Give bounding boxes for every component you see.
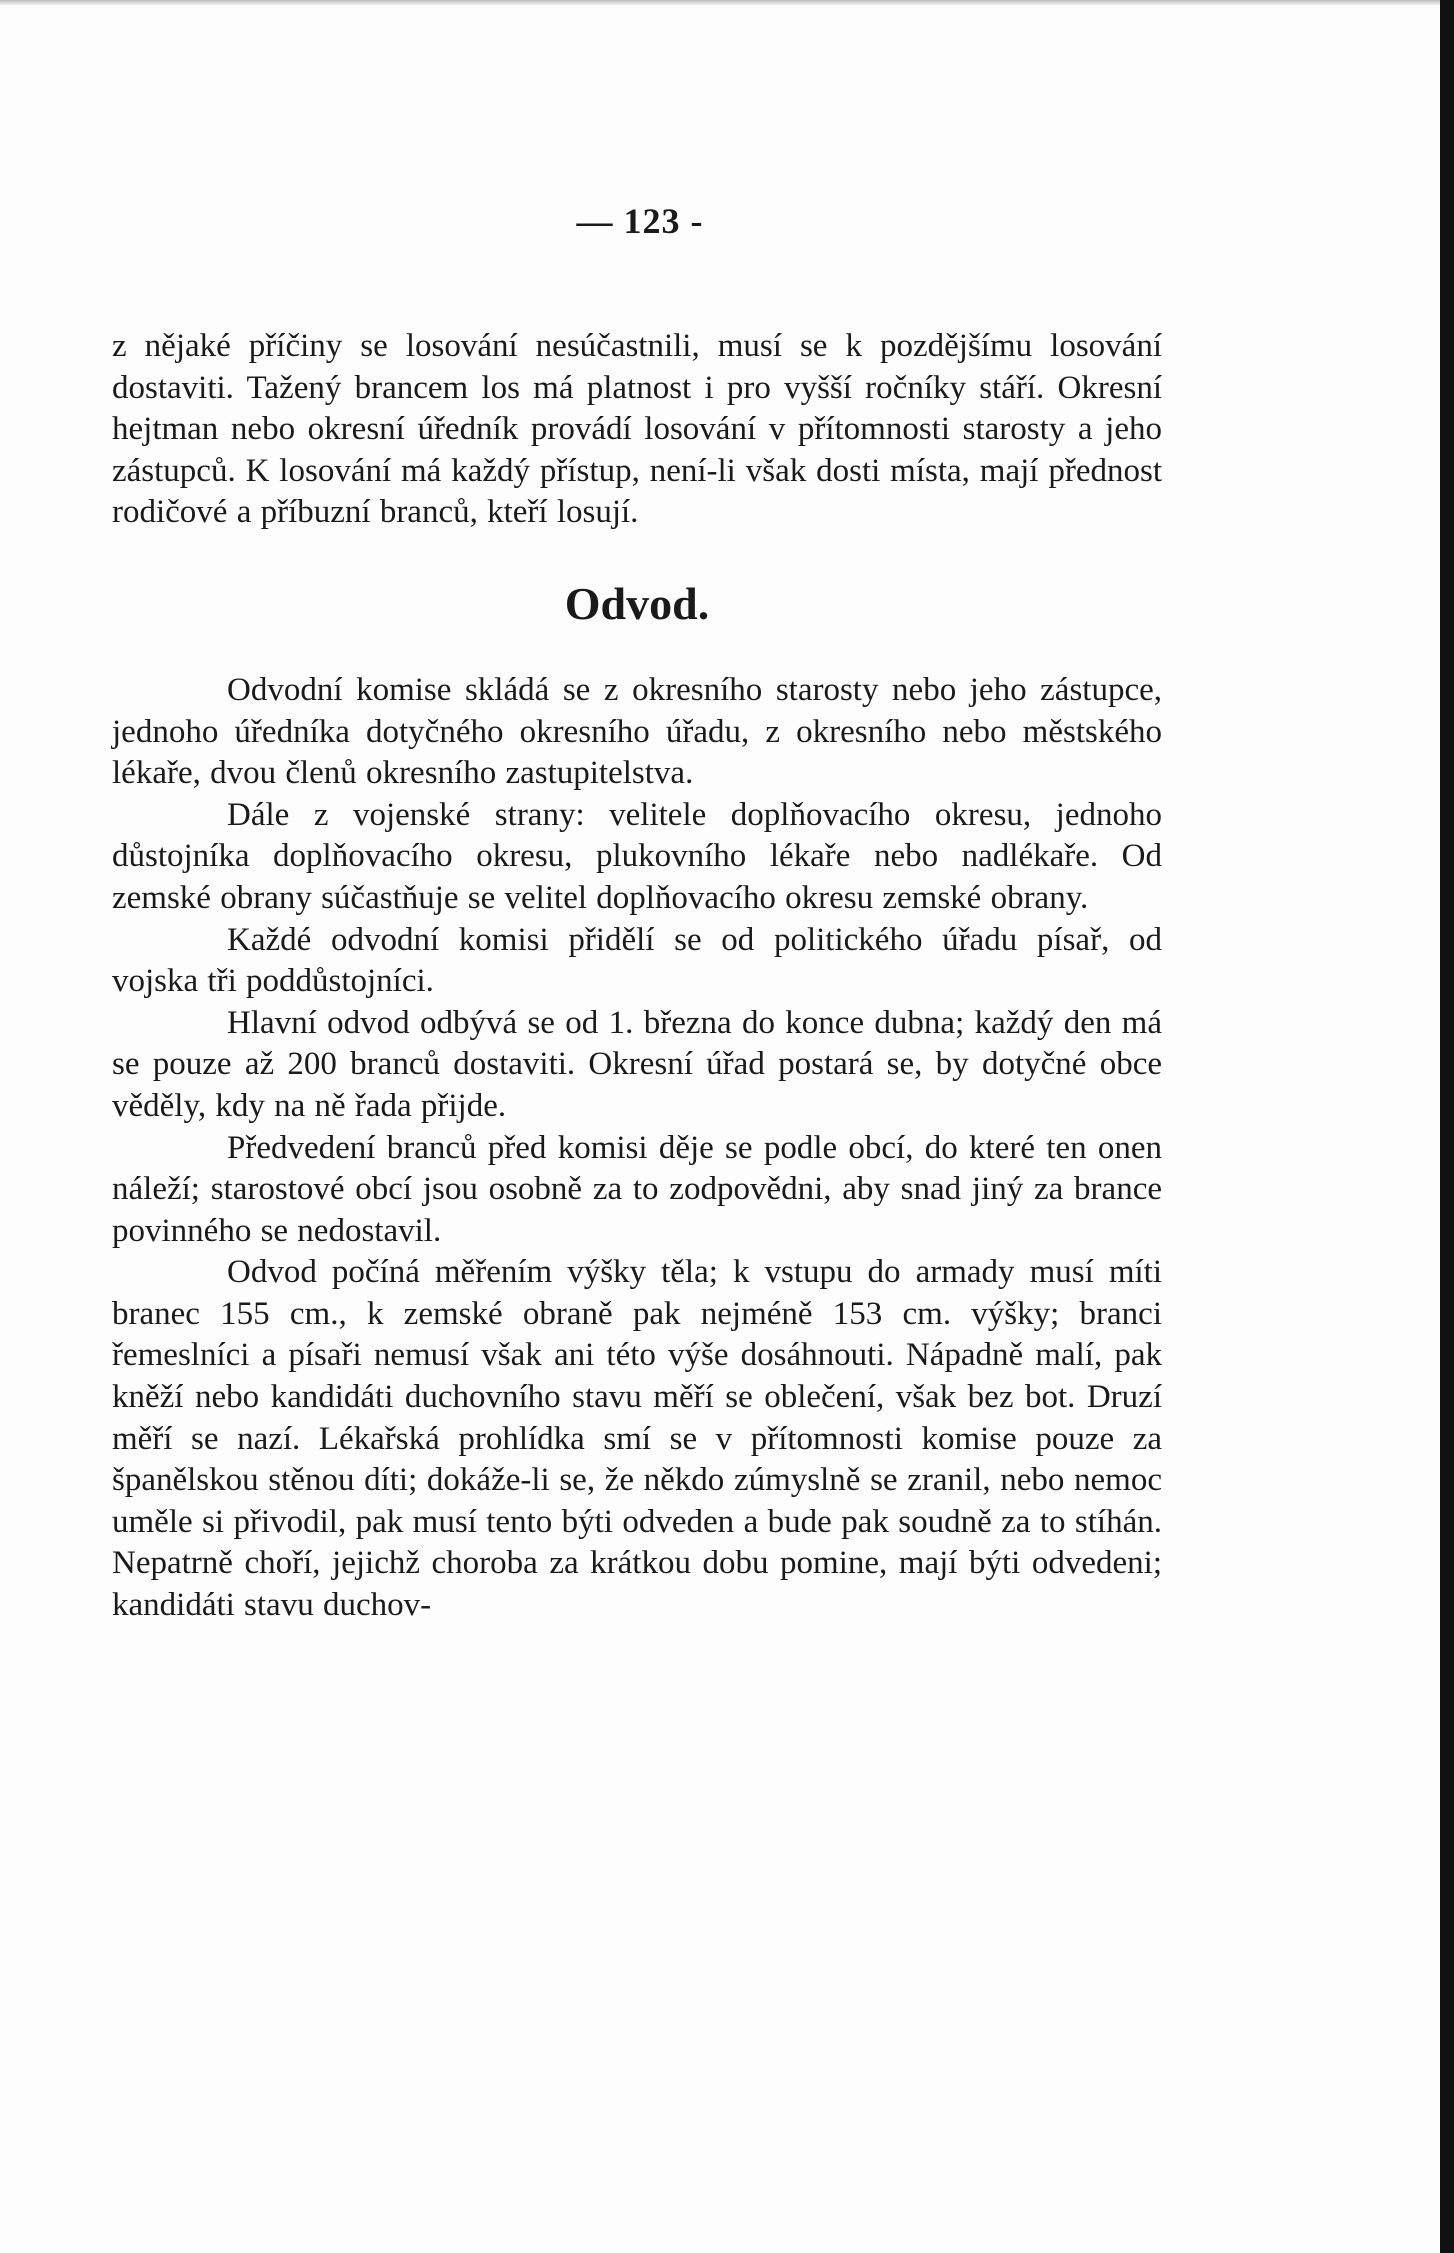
scan-right-edge [1440, 0, 1454, 2253]
paragraph-clerk: Každé odvodní komisi přidělí se od politického úřadu písař, od vojska tři poddůstojníci. [112, 921, 1162, 1000]
paragraph-measurement: Odvod počíná měřením výšky těla; k vstupu do armady musí míti branec 155 cm., k zemské obraně pak nejméně 153 cm. výšky; branci řemeslníci a písaři nemusí však ani této výše dosáhnouti. Nápadně malí, pak kněží nebo kandidáti duchovního stavu měří se oblečení, však bez bot. Druzí měří se nazí. Lékařská prohlídka smí se v přítomnosti komise pouze za španělskou stěnou díti; dokáže-li se, že někdo zúmyslně se zranil, nebo nemoc uměle si přivodil, pak musí tento býti odveden a bude pak soudně za to stíhán. Nepatrně choří, jejichž choroba za krátkou dobu pomine, mají býti odvedeni; kandidáti stavu duchov- [112, 1254, 1162, 1624]
page-content [112, 326, 1162, 1627]
paragraph-presentation: Předvedení branců před komisi děje se podle obcí, do které ten onen náleží; starostové obcí jsou osobně za to zodpovědni, aby snad jiný za brance povinného se nedostavil. [112, 1129, 1162, 1249]
paragraph-main-draft: Hlavní odvod odbývá se od 1. března do konce dubna; každý den má se pouze až 200 branců dostaviti. Okresní úřad postará se, by dotyčné obce věděly, kdy na ně řada přijde. [112, 1004, 1162, 1124]
paragraph-military-side: Dále z vojenské strany: velitele doplňovacího okresu, jednoho důstojníka doplňovacího okresu, plukovního lékaře nebo nadlékaře. Od zemské obrany súčastňuje se velitel doplňovacího okresu zemské obrany. [112, 796, 1162, 916]
page-number: — 123 - [576, 201, 704, 241]
paragraph-continued: z nějaké příčiny se losování nesúčastnili, musí se k pozdějšímu losování dostaviti. Tažený brancem los má platnost i pro vyšší ročníky stáří. Okresní hejtman nebo okresní úředník provádí losování v přítomnosti starosty a jeho zástupců. K losování má každý přístup, není-li však dosti místa, mají přednost rodičové a příbuzní branců, kteří losují. [112, 328, 1162, 531]
section-heading: Odvod. [564, 577, 710, 629]
paragraph-commission: Odvodní komise skládá se z okresního starosty nebo jeho zástupce, jednoho úředníka dotyčného okresního úřadu, z okresního nebo městského lékaře, dvou členů okresního zastupitelstva. [112, 671, 1162, 792]
scan-top-edge [0, 0, 1454, 6]
